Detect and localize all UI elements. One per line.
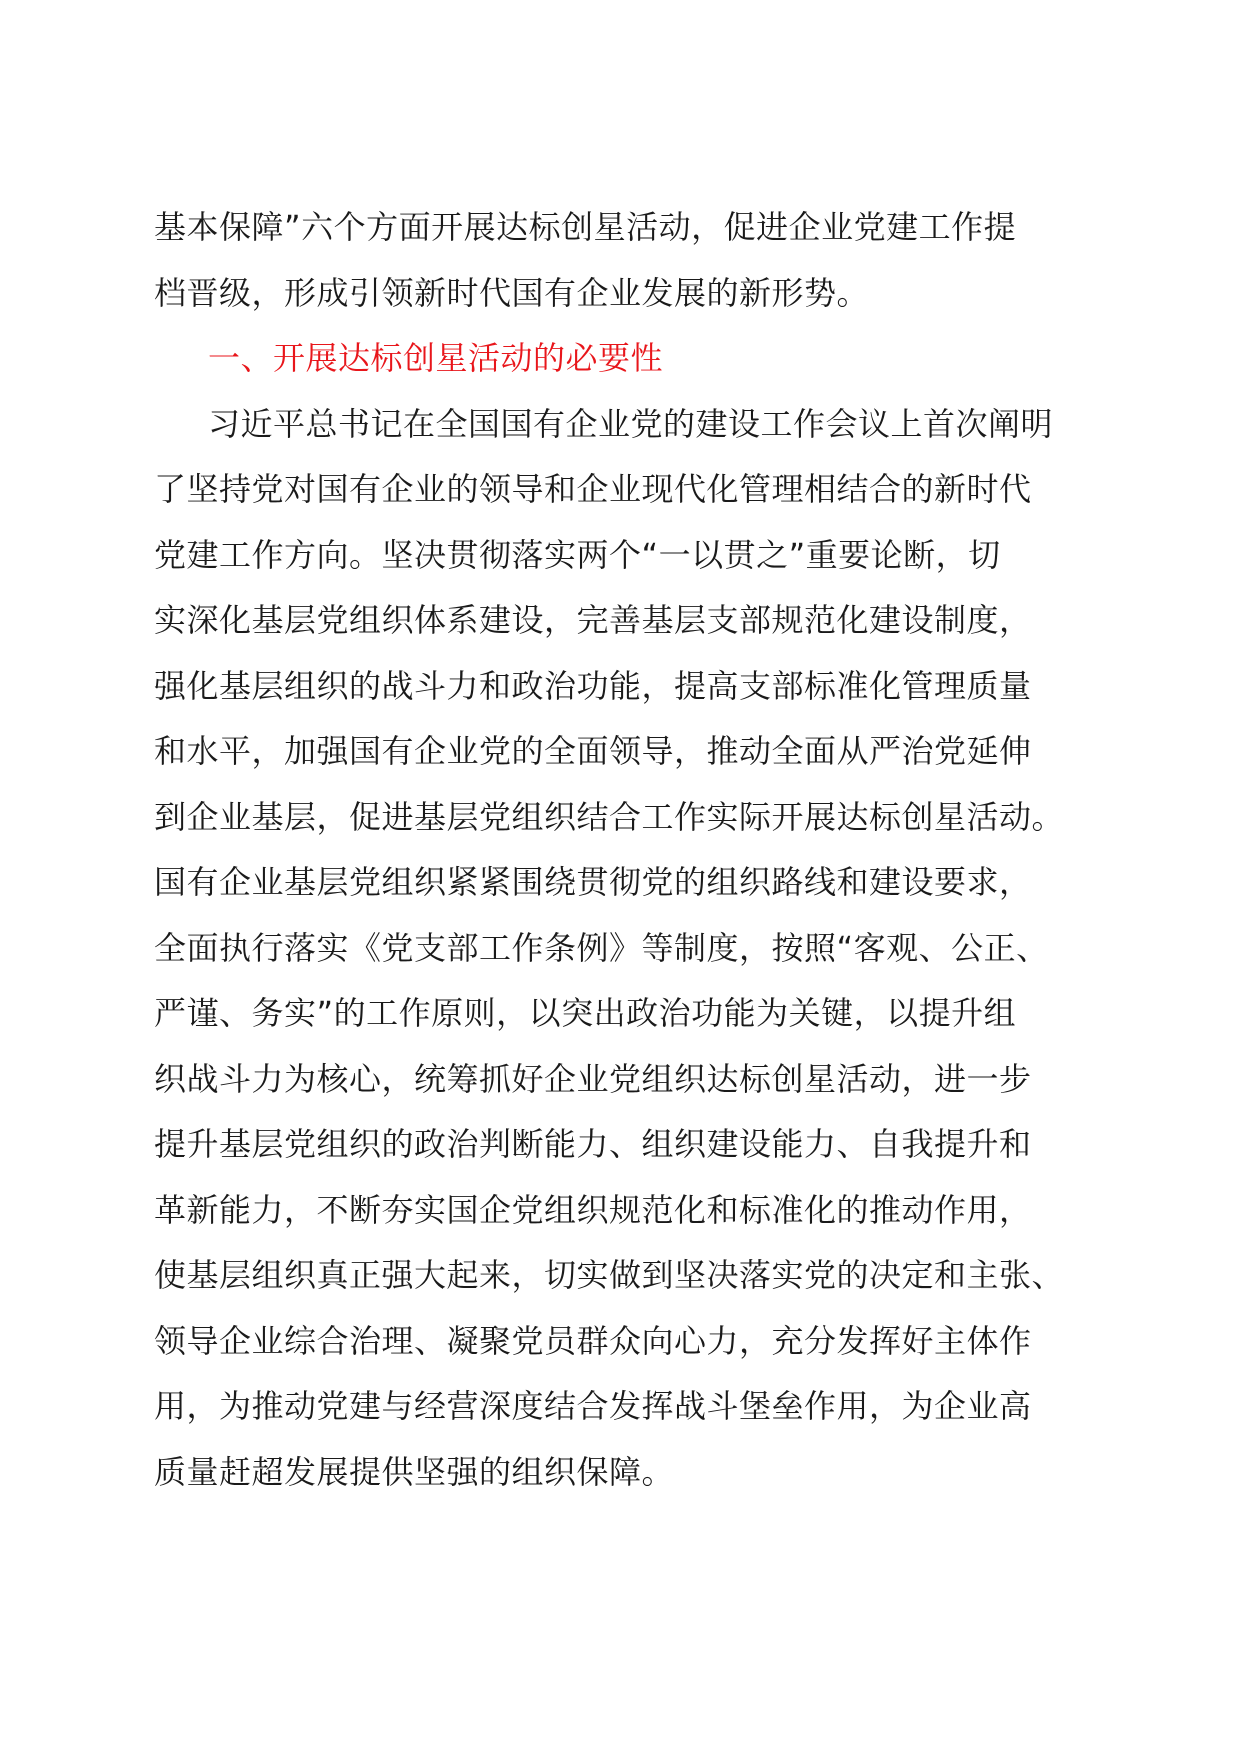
paragraph-line-3: 党建工作方向。坚决贯彻落实两个“一以贯之”重要论断，切 bbox=[154, 535, 1001, 574]
paragraph-line-6: 和水平，加强国有企业党的全面领导，推动全面从严治党延伸 bbox=[154, 732, 1032, 770]
paragraph-line-8: 国有企业基层党组织紧紧围绕贯彻党的组织路线和建设要求， bbox=[154, 863, 1032, 901]
paragraph-line-17: 质量赶超发展提供坚强的组织保障。 bbox=[154, 1452, 675, 1491]
paragraph-line-14: 使基层组织真正强大起来，切实做到坚决落实党的决定和主张、 bbox=[154, 1256, 1065, 1294]
paragraph-line-1: 习近平总书记在全国国有企业党的建设工作会议上首次阐明 bbox=[208, 404, 1054, 443]
paragraph-line-2: 了坚持党对国有企业的领导和企业现代化管理相结合的新时代 bbox=[154, 470, 1032, 508]
paragraph-line-12: 提升基层党组织的政治判断能力、组织建设能力、自我提升和 bbox=[154, 1125, 1032, 1163]
paragraph-line-15: 领导企业综合治理、凝聚党员群众向心力，充分发挥好主体作 bbox=[154, 1321, 1032, 1360]
paragraph-line-13: 革新能力，不断夯实国企党组织规范化和标准化的推动作用， bbox=[154, 1190, 1032, 1229]
paragraph-line-5: 强化基层组织的战斗力和政治功能，提高支部标准化管理质量 bbox=[154, 666, 1032, 705]
section-heading: 一、开展达标创星活动的必要性 bbox=[208, 339, 664, 377]
paragraph-line-11: 织战斗力为核心，统筹抓好企业党组织达标创星活动，进一步 bbox=[154, 1059, 1032, 1098]
document-body bbox=[154, 195, 1084, 1505]
paragraph-line-7: 到企业基层，促进基层党组织结合工作实际开展达标创星活动。 bbox=[154, 797, 1065, 836]
paragraph-line-16: 用，为推动党建与经营深度结合发挥战斗堡垒作用，为企业高 bbox=[154, 1387, 1032, 1425]
paragraph-line-9: 全面执行落实《党支部工作条例》等制度，按照“客观、公正、 bbox=[154, 928, 1049, 967]
paragraph-line-10: 严谨、务实”的工作原则，以突出政治功能为关键，以提升组 bbox=[154, 994, 1017, 1032]
intro-line-2: 档晋级，形成引领新时代国有企业发展的新形势。 bbox=[154, 273, 870, 312]
paragraph-line-4: 实深化基层党组织体系建设，完善基层支部规范化建设制度， bbox=[154, 601, 1032, 639]
intro-line-1: 基本保障”六个方面开展达标创星活动，促进企业党建工作提 bbox=[154, 208, 1017, 246]
